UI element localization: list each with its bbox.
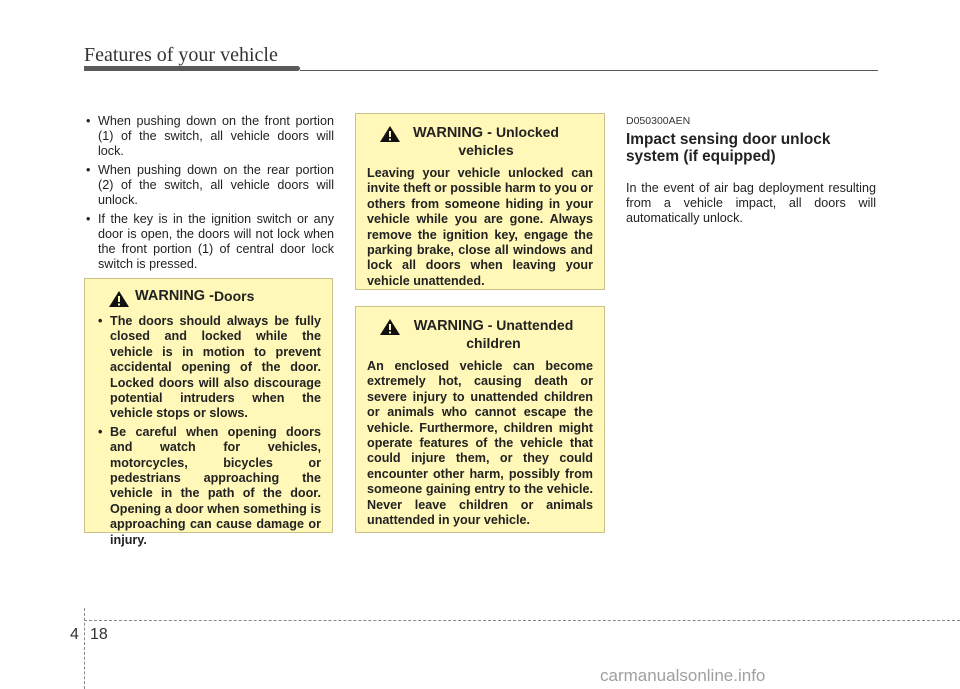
document-code: D050300AEN [626, 115, 691, 127]
list-item: • Be careful when opening doors and watch for vehicles, motorcycles, bicycles or pedestrians approaching the vehicle in the path of the door. Opening a door when something is approaching can cause damage or injury. [96, 425, 321, 548]
warning-label: WARNING [413, 318, 484, 334]
warning-label: WARNING - [135, 288, 214, 304]
page-number: 18 [90, 626, 108, 643]
section-body: In the event of air bag deployment resulting from a vehicle impact, all doors will automatically unlock. [626, 181, 876, 225]
warning-body: Leaving your vehicle unlocked can invite theft or possible harm to you or others from someone hiding in your vehicle while you are gone. Always remove the ignition key, engage the parking brake, close all windows and lock all doors when leaving your vehicle unattended. [367, 166, 594, 288]
list-item: • When pushing down on the rear portion (2) of the switch, all vehicle doors will unlock. [84, 163, 334, 208]
watermark: carmanualsonline.info [600, 666, 766, 685]
warning-subject: Doors [213, 288, 255, 304]
warning-body: An enclosed vehicle can become extremely hot, causing death or severe injury to unattended children or animals who cannot escape the vehicle. Furthermore, children might operate features of the vehicle that could injure them, or they could encounter other harm, possibly from someone gaining entry to the vehicle. Never leave children or animals unattended in your vehicle. [367, 359, 593, 528]
header-rule-thin [300, 70, 878, 71]
warning-subject: - Unattended children [466, 317, 574, 351]
header-rule-thick [84, 66, 300, 71]
warning-triangle-icon [108, 290, 130, 308]
list-item: • The doors should always be fully closed and locked while the vehicle is in motion to prevent accidental opening of the door. Locked doors will also discourage potential intruders when the vehicle stops or slows. [96, 314, 321, 422]
warning-heading [367, 124, 593, 160]
warning-triangle-icon [379, 318, 401, 336]
warning-box-unlocked-vehicles [355, 113, 605, 290]
warning-heading [367, 317, 593, 353]
warning-triangle-icon [379, 125, 401, 143]
list-item: • When pushing down on the front portion (1) of the switch, all vehicle doors will lock. [84, 114, 334, 159]
footer-rule [84, 620, 960, 621]
left-column-text [84, 114, 334, 276]
warning-heading [96, 289, 321, 308]
section-heading: Impact sensing door unlock system (if equipped) [626, 131, 831, 165]
warning-box-unattended-children [355, 306, 605, 533]
warning-list [96, 314, 321, 548]
footer-divider [84, 608, 85, 689]
warning-box-doors [84, 278, 333, 547]
warning-subject: Unlocked vehicles [458, 124, 559, 158]
chapter-number: 4 [70, 626, 79, 643]
page-header-title: Features of your vehicle [84, 44, 278, 66]
warning-label: WARNING - [413, 125, 496, 141]
list-item: • If the key is in the ignition switch or any door is open, the doors will not lock when the front portion (1) of central door lock switch is pressed. [84, 212, 334, 272]
